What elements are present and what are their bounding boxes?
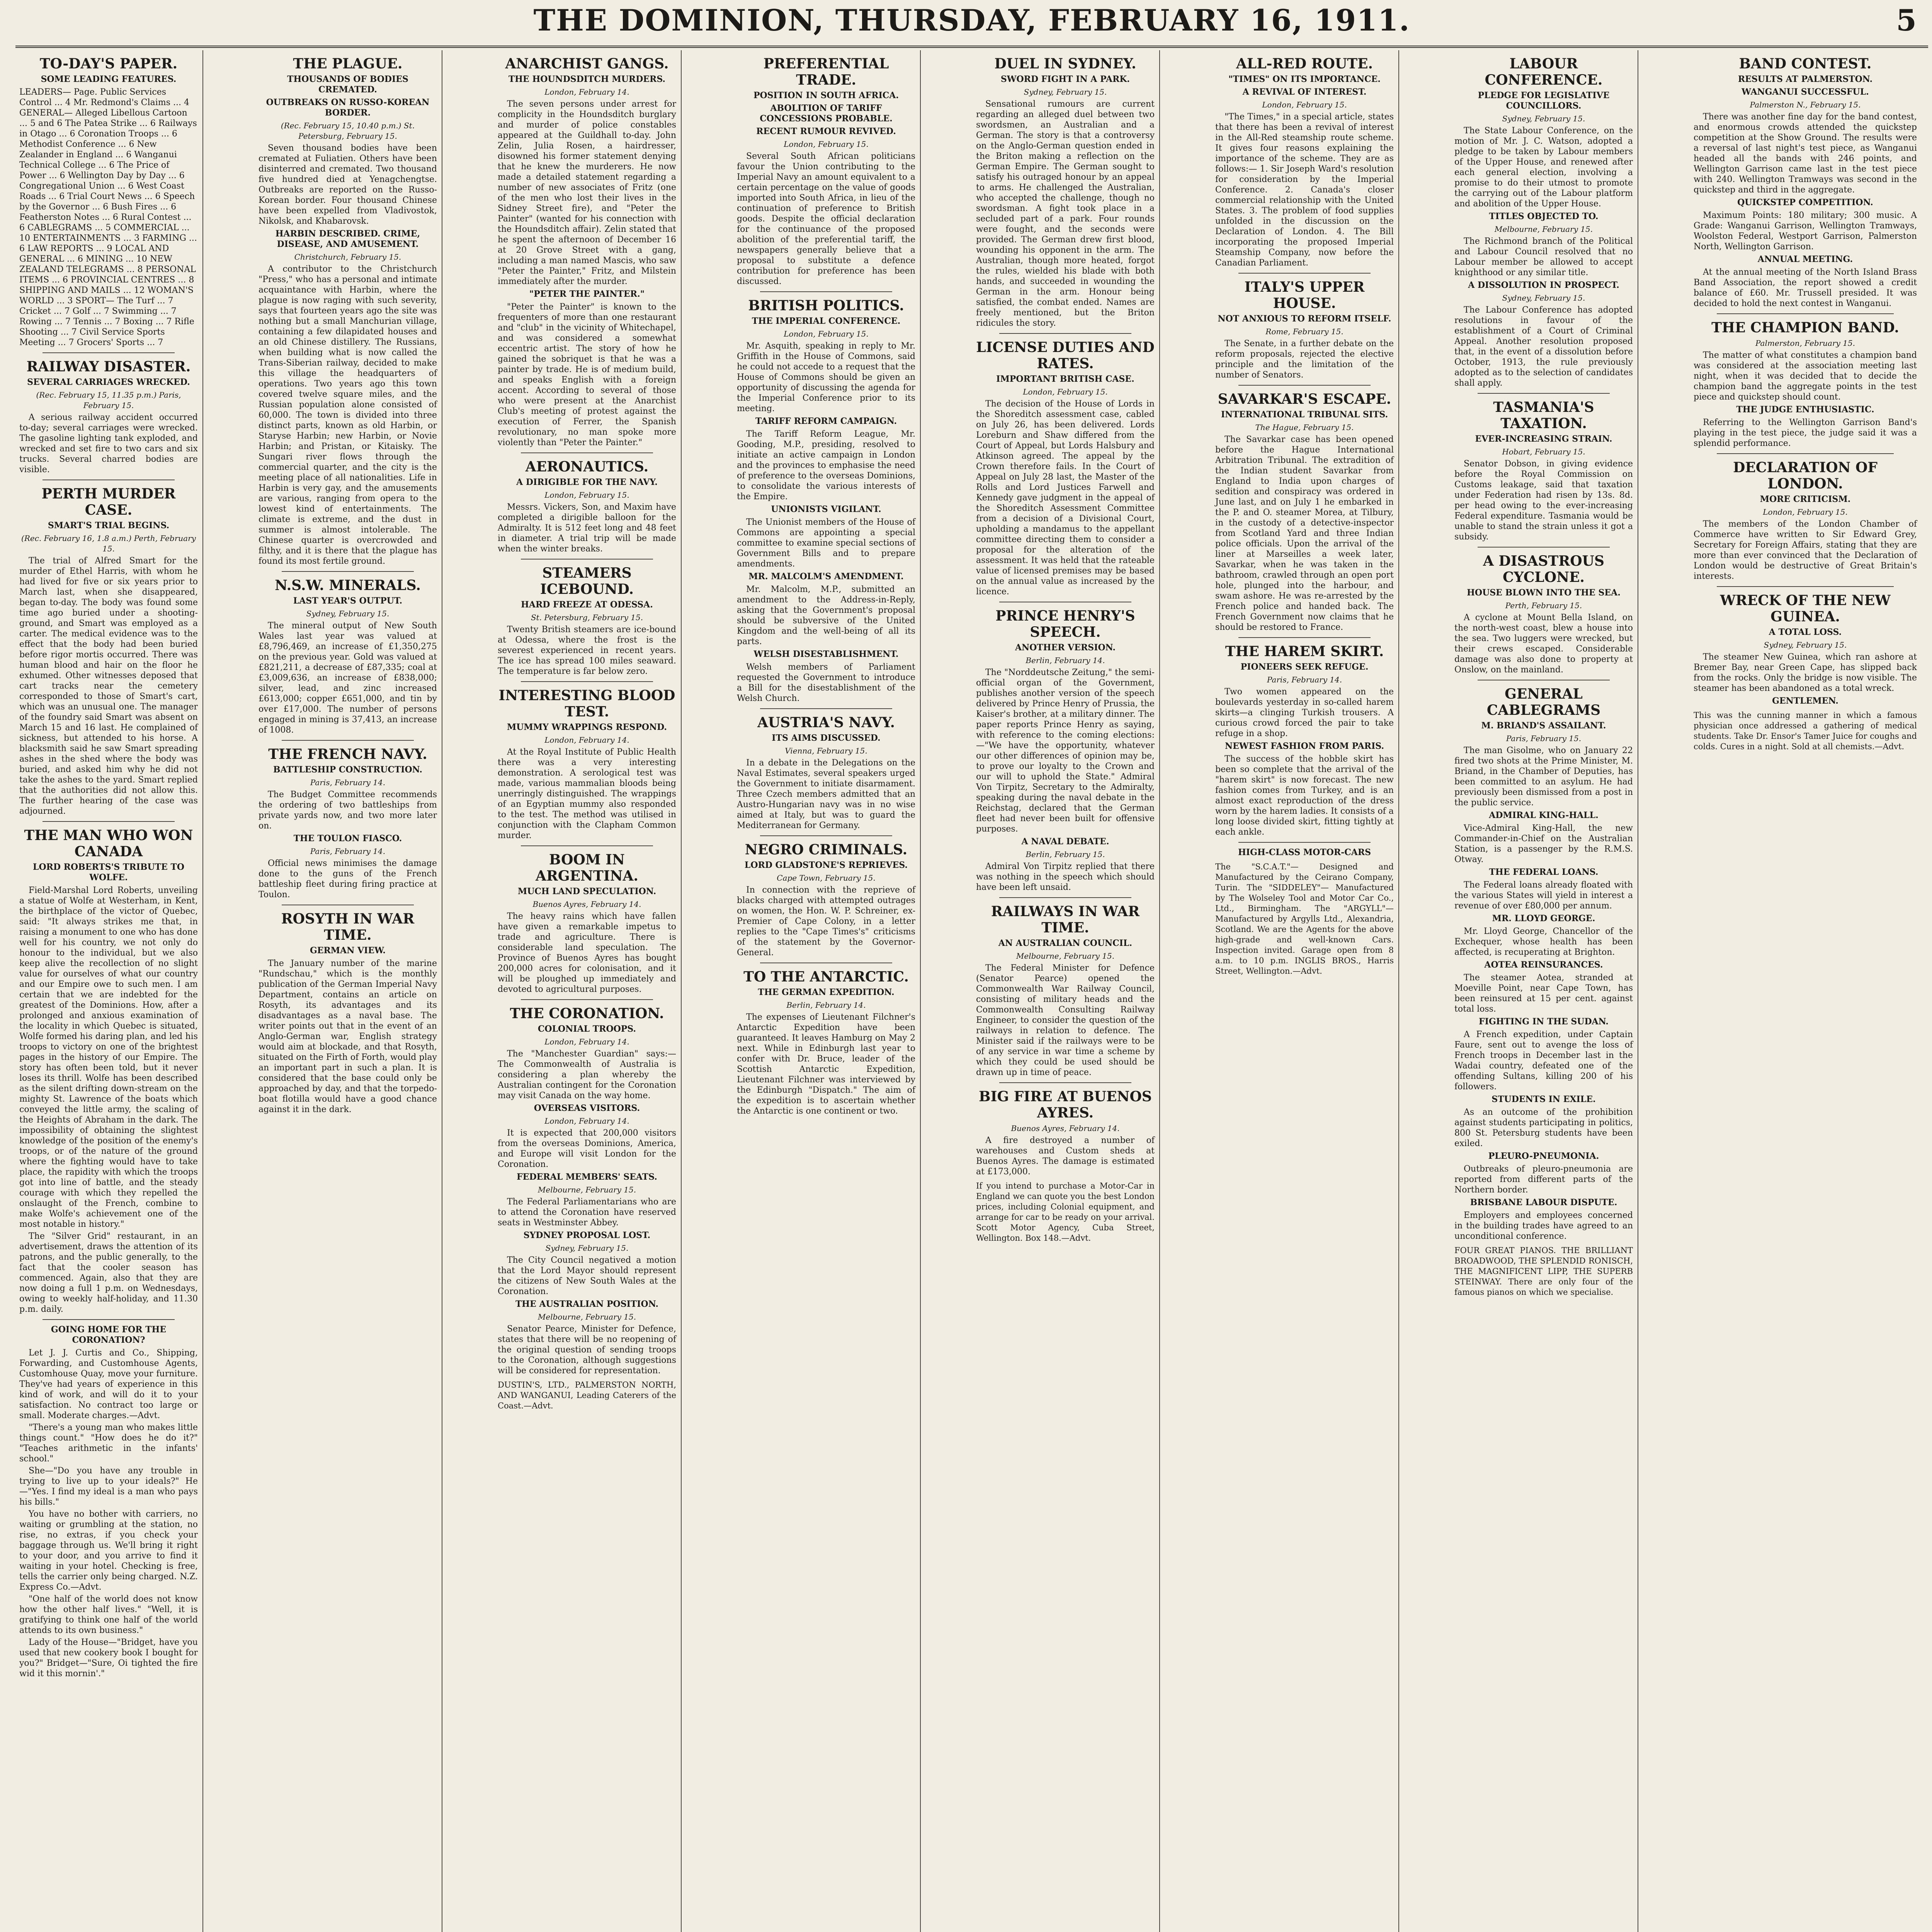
dateline: (Rec. February 15, 11.35 p.m.) Paris, February 15. [36, 390, 181, 410]
article-text: "There's a young man who makes little things count." "How does he do it?" "Teaches arithmetic in the infants' school." [19, 1423, 198, 1464]
subheadline: HARD FREEZE AT ODESSA. [521, 600, 653, 610]
headline: RAILWAYS IN WAR TIME. [991, 903, 1140, 936]
rule-divider [521, 452, 653, 453]
article-columns [15, 50, 1928, 1932]
headline: THE HAREM SKIRT. [1225, 643, 1384, 660]
dateline: The Hague, February 15. [1255, 423, 1354, 432]
headline: TO-DAY'S PAPER. [39, 56, 178, 72]
subheadline: LORD GLADSTONE'S REPRIEVES. [744, 860, 908, 870]
article-text: A French expedition, under Captain Faure, sent out to avenge the loss of French troops in December last in the Wadai country, defeated one of the offending Sultans, killing 200 of his followers. [1454, 1030, 1633, 1092]
article-text: The Savarkar case has been opened before the Hague International Arbitration Tribunal. The extradition of the Indian student Savarkar from England to India upon charges of sedition and conspiracy was ordered in June last, and on July 1 he embarked in the P. and O. steamer Morea, at Tilbury, in the custody of a detective-inspector from Scotland Yard and three Indian police officials. Upon the arrival of the liner at Marseilles a week later, Savarkar, when he was taken in the bathroom, crawled through an open port hole, plunged into the harbour, and swam ashore. He was re-arrested by the French police and handed back. The French Government now claims that he should be restored to France. [1215, 435, 1394, 632]
subheadline: AN AUSTRALIAN COUNCIL. [998, 938, 1133, 948]
subheadline: OUTBREAKS ON RUSSO-KOREAN BORDER. [266, 97, 430, 118]
article-text: The "Norddeutsche Zeitung," the semi-official organ of the Government, publishes another version of the speech delivered by Prince Henry of Prussia, the Kaiser's brother, at a military dinner. The paper reports Prince Henry as saying, with reference to the coming elections:—"We have the opportunity, whatever our other differences of opinion may be, to prove our loyalty to the Crown and our will to uphold the State." Admiral Von Tirpitz, Secretary to the Admiralty, speaking during the naval debate in the Reichstag, declared that the German fleet had never been built for offensive purposes. [976, 668, 1155, 834]
subheadline: QUICKSTEP COMPETITION. [1737, 197, 1873, 207]
subheadline: HIGH-CLASS MOTOR-CARS [1238, 847, 1371, 857]
subheadline: THE JUDGE ENTHUSIASTIC. [1736, 405, 1874, 415]
subheadline: THE HOUNDSDITCH MURDERS. [508, 74, 666, 84]
headline: BOOM IN ARGENTINA. [536, 852, 638, 884]
subheadline: PIONEERS SEEK REFUGE. [1240, 662, 1369, 672]
rule-divider [1238, 842, 1371, 843]
subheadline: INTERNATIONAL TRIBUNAL SITS. [1221, 410, 1388, 420]
dateline: Sydney, February 15. [1502, 114, 1585, 123]
headline: DECLARATION OF LONDON. [1733, 459, 1878, 492]
subheadline: OVERSEAS VISITORS. [534, 1103, 640, 1113]
subheadline: SWORD FIGHT IN A PARK. [1000, 74, 1130, 84]
dateline: Sydney, February 15. [306, 609, 389, 618]
headline: WRECK OF THE NEW GUINEA. [1720, 592, 1891, 625]
article-text: Vice-Admiral King-Hall, the new Commander-in-Chief on the Australian Station, is a passenger by the R.M.S. Otway. [1454, 823, 1633, 864]
article-text: The success of the hobble skirt has been so complete that the arrival of the "harem skirt" is now forecast. The new fashion comes from Turkey, and is an almost exact reproduction of the dress worn by the harem ladies. It consists of a long loose divided skirt, fitting tightly at each ankle. [1215, 754, 1394, 837]
rule-divider [521, 999, 653, 1000]
headline: NEGRO CRIMINALS. [745, 842, 908, 858]
dateline: Berlin, February 14. [1026, 656, 1105, 665]
article-text: The Budget Committee recommends the ordering of two battleships from private yards now, and two more later on. [259, 790, 437, 831]
subheadline: AOTEA REINSURANCES. [1484, 960, 1603, 970]
headline: DUEL IN SYDNEY. [994, 56, 1136, 72]
article-text: There was another fine day for the band contest, and enormous crowds attended the quickstep competition at the Show Ground. The results were a reversal of last night's test piece, as Wanganui headed all the bands with 246 points, and Wellington Garrison came last in the test piece with 240. Wellington Tramways was second in the quickstep and third in the aggregate. [1694, 112, 1917, 195]
headline: AUSTRIA'S NAVY. [757, 714, 895, 731]
subheadline: PLEURO-PNEUMONIA. [1488, 1151, 1599, 1161]
dateline: (Rec. February 16, 1.8 a.m.) Perth, February 15. [21, 534, 196, 553]
subheadline: FIGHTING IN THE SUDAN. [1479, 1017, 1609, 1027]
article-text: The seven persons under arrest for complicity in the Houndsditch burglary and murder of police constables appeared at the Guildhall to-day. John Zelin, Julia Rosen, a hairdresser, disowned his former statement denying that he knew the murderers. He now made a detailed statement regarding a number of new associates of Fritz (one of the men who lost their lives in the Sidney Street fire), and "Peter the Painter" (wanted for his connection with the Houndsditch affair). Zelin stated that he spent the afternoon of December 16 at 20 Grove Street with a gang, including a man named Mascis, who saw "Peter the Painter," Fritz, and Milstein immediately after the murder. [498, 99, 676, 286]
article-text: Mr. Lloyd George, Chancellor of the Exchequer, whose health has been affected, is recuperating at Brighton. [1454, 927, 1633, 957]
page-number: 5 [1896, 3, 1917, 37]
headline: SAVARKAR'S ESCAPE. [1218, 391, 1391, 407]
article-text: The heavy rains which have fallen have given a remarkable impetus to trade and agriculture. There is considerable land speculation. The Province of Buenos Ayres has bought 200,000 acres for colonisation, and it will be ploughed up immediately and devoted to agricultural purposes. [498, 912, 676, 994]
dateline: Paris, February 14. [310, 778, 386, 787]
article-text: Official news minimises the damage done to the guns of the French battleship fleet during firing practice at Toulon. [259, 859, 437, 900]
article-text: Outbreaks of pleuro-pneumonia are reported from different parts of the Northern border. [1454, 1164, 1633, 1195]
dateline: St. Petersburg, February 15. [531, 613, 643, 622]
rule-divider [999, 897, 1131, 898]
subheadline: IMPORTANT BRITISH CASE. [996, 374, 1134, 384]
dateline: Buenos Ayres, February 14. [532, 900, 641, 909]
subheadline: GERMAN VIEW. [310, 946, 386, 956]
dateline: Paris, February 14. [1267, 675, 1342, 684]
rule-divider [760, 708, 892, 709]
column-3 [494, 50, 682, 1932]
dateline: London, February 15. [784, 139, 869, 149]
article-text: The Unionist members of the House of Commons are appointing a special committee to examine special sections of Government Bills and to prepare amendments. [737, 517, 915, 569]
subheadline: THE TOULON FIASCO. [293, 833, 402, 844]
article-text: The matter of what constitutes a champion band was considered at the association meeting last night, when it was decided that to decide the champion band the aggregate points in the test piece and quickstep should count. [1694, 350, 1917, 402]
rule-divider [1478, 547, 1610, 548]
subheadline: PLEDGE FOR LEGISLATIVE COUNCILLORS. [1478, 90, 1610, 111]
dateline: Paris, February 14. [310, 847, 386, 856]
article-text: Seven thousand bodies have been cremated at Fuliatien. Others have been disinterred and cremated. Two thousand five hundred died at Yenagchengtse. Outbreaks are reported on the Russo-Korean border. Four thousand Chinese have been expelled from Vladivostok, Nikolsk, and Khabarovsk. [259, 143, 437, 226]
headline: THE MAN WHO WON CANADA [24, 827, 193, 860]
headline: STEAMERS ICEBOUND. [540, 565, 634, 597]
subheadline: "PETER THE PAINTER." [529, 289, 645, 299]
masthead [15, 0, 1928, 48]
subheadline: ANNUAL MEETING. [1757, 254, 1853, 264]
headline: PERTH MURDER CASE. [41, 486, 176, 518]
subheadline: MORE CRITICISM. [1760, 494, 1851, 504]
subheadline: MR. MALCOLM'S AMENDMENT. [748, 571, 904, 582]
headline: BIG FIRE AT BUENOS AYRES. [979, 1088, 1152, 1121]
article-text: The Federal Minister for Defence (Senator Pearce) opened the Commonwealth War Railway Council, consisting of military heads and the Commonwealth Consulting Railway Engineer, to consider the question of the railways in relation to defence. The Minister said if the railways were to be of any service in war time a scheme by which they could be used should be drawn up in time of peace. [976, 963, 1155, 1077]
advertisement: This was the cunning manner in which a famous physician once addressed a gathering of medical students. Take Dr. Ensor's Tamer Juice for coughs and colds. Cures in a night. Sold at all chemists.—Advt. [1694, 711, 1917, 751]
dateline: Melbourne, February 15. [537, 1312, 636, 1321]
advertisement: The "S.C.A.T."— Designed and Manufactured by the Ceirano Company, Turin. The "SIDDELEY"— Manufactured by The Wolseley Tool and Motor Car Co., Ltd., Birmingham. The "ARGYLL"— Manufactured by Argylls Ltd., Alexandria, Scotland. We are the Agents for the above high-grade and well-known Cars. Inspection invited. Garage open from 8 a.m. to 10 p.m. INGLIS BROS., Harris Street, Wellington.—Advt. [1215, 862, 1394, 976]
rule-divider [1717, 313, 1894, 314]
article-text: Twenty British steamers are ice-bound at Odessa, where the frost is the severest experienced in recent years. The ice has spread 100 miles seaward. The temperature is far below zero. [498, 625, 676, 676]
article-text: Two women appeared on the boulevards yesterday in so-called harem skirts—a clinging Turkish trousers. A curious crowd forced the pair to take refuge in a shop. [1215, 687, 1394, 738]
article-text: A contributor to the Christchurch "Press," who has a personal and intimate acquaintance with Harbin, where the plague is now raging with such severity, says that fourteen years ago the site was nothing but a small Manchurian village, containing a few dilapidated houses and an old Chinese distillery. The Russians, when building what is now called the Trans-Siberian railway, decided to make this village the headquarters of operations. Two years ago this town covered twelve square miles, and the Russian population alone consisted of 60,000. The town is divided into three distinct parts, known as old Harbin, or Staryse Harbin; new Harbin, or Novie Harbin; and Pristan, or Kitaisky. The Sungari river flows through the commercial quarter, and the city is the meeting place of all nationalities. Life in Harbin is very gay, and the amusements are various, ranging from opera to the lowest kind of entertainments. The climate is extreme, and the dust in summer is almost intolerable. The Chinese quarter is overcrowded and filthy, and it is there that the plague has found its most fertile ground. [259, 264, 437, 566]
article-text: Lady of the House—"Bridget, have you used that new cookery book I bought for you?" Bridget—"Sure, Oi tighted the fire wid it this mornin'." [19, 1638, 198, 1679]
headline: TO THE ANTARCTIC. [743, 969, 909, 985]
article-text: Senator Pearce, Minister for Defence, states that there will be no reopening of the original question of sending troops to the Coronation, although suggestions will be considered for representation. [498, 1324, 676, 1376]
rule-divider [1238, 273, 1371, 274]
subheadline: NOT ANXIOUS TO REFORM ITSELF. [1218, 314, 1391, 324]
article-text: The "Silver Grid" restaurant, in an advertisement, draws the attention of its patrons, and the public generally, to the fact that the cooler season has commenced. Again, also that they are now doing a full 1 p.m. on Wednesdays, owing to weekly half-holiday, and 11.30 p.m. daily. [19, 1231, 198, 1314]
subheadline: A DIRIGIBLE FOR THE NAVY. [516, 477, 658, 487]
column-7 [1451, 50, 1638, 1932]
dateline: London, February 15. [544, 490, 629, 500]
subheadline: A NAVAL DEBATE. [1021, 837, 1109, 847]
article-text: The decision of the House of Lords in the Shoreditch assessment case, cabled on July 26, has been delivered. Lords Loreburn and Shaw differed from the Court of Appeal, but Lords Halsbury and Atkinson agreed. The appeal by the Crown therefore fails. In the Court of Appeal on July 28 last, the Master of the Rolls and Lord Justices Farwell and Kennedy gave judgment in the appeal of the Shoreditch Assessment Committee from a decision of a Divisional Court, upholding a mandamus to the appellant committee directing them to consider a proposal for the alteration of the assessment. It was held that the rateable value of licensed premises may be based on the annual value as increased by the licence. [976, 399, 1155, 597]
headline: ANARCHIST GANGS. [505, 56, 669, 72]
article-text: Senator Dobson, in giving evidence before the Royal Commission on Customs leakage, said that taxation under Federation had risen by 13s. 8d. per head owing to the ever-increasing Federal expenditure. Tasmania would be unable to stand the strain unless it got a subsidy. [1454, 459, 1633, 542]
subheadline: STUDENTS IN EXILE. [1492, 1094, 1596, 1104]
advertisement: FOUR GREAT PIANOS. THE BRILLIANT BROADWOOD, THE SPLENDID RONISCH, THE MAGNIFICENT LIPP, THE SUPERB STEINWAY. There are only four of the famous pianos on which we specialise. [1454, 1246, 1633, 1297]
rule-divider [760, 835, 892, 836]
advertisement: If you intend to purchase a Motor-Car in England we can quote you the best London prices, including Colonial equipment, and arrange for car to be ready on your arrival. Scott Motor Agency, Cuba Street, Wellington. Box 148.—Advt. [976, 1181, 1155, 1243]
subheadline: BRISBANE LABOUR DISPUTE. [1470, 1197, 1617, 1208]
rule-divider [1478, 393, 1610, 394]
subheadline: TARIFF REFORM CAMPAIGN. [755, 416, 897, 426]
dateline: London, February 14. [544, 735, 629, 745]
dateline: Melbourne, February 15. [1494, 224, 1593, 234]
headline: THE CORONATION. [510, 1005, 664, 1022]
subheadline: WELSH DISESTABLISHMENT. [753, 649, 899, 659]
subheadline: UNIONISTS VIGILANT. [771, 504, 881, 514]
dateline: London, February 15. [1763, 507, 1848, 517]
article-text: The members of the London Chamber of Commerce have written to Sir Edward Grey, Secretary for Foreign Affairs, stating that they are more than ever convinced that the Declaration of London would be destructive of Great Britain's interests. [1694, 519, 1917, 581]
rule-divider [999, 1082, 1131, 1083]
dateline: Sydney, February 15. [545, 1243, 629, 1253]
subheadline: SYDNEY PROPOSAL LOST. [523, 1230, 651, 1240]
headline: THE FRENCH NAVY. [268, 746, 427, 762]
article-text: Mr. Malcolm, M.P., submitted an amendment to the Address-in-Reply, asking that the Government's proposal should be subversive of the United Kingdom and the well-being of all its parts. [737, 585, 915, 646]
dateline: Hobart, February 15. [1502, 447, 1585, 456]
article-text: Referring to the Wellington Garrison Band's playing in the test piece, the judge said it was a splendid performance. [1694, 418, 1917, 448]
headline: RAILWAY DISASTER. [26, 359, 191, 375]
rule-divider [43, 1319, 175, 1320]
article-text: The man Gisolme, who on January 22 fired two shots at the Prime Minister, M. Briand, in the Chamber of Deputies, has been committed to an asylum. He had previously been dismissed from a post in the public service. [1454, 746, 1633, 808]
subheadline: SOME LEADING FEATURES. [41, 74, 177, 84]
dateline: London, February 14. [544, 87, 629, 97]
article-text: The Richmond branch of the Political and Labour Council resolved that no Labour member be allowed to accept knighthood or any similar title. [1454, 236, 1633, 277]
dateline: Melbourne, February 15. [537, 1185, 636, 1194]
headline: ITALY'S UPPER HOUSE. [1244, 279, 1365, 311]
article-text: The January number of the marine "Rundschau," which is the monthly publication of the German Imperial Navy Department, contains an article on Rosyth, its advantages and its disadvantages as a naval base. The writer points out that in the event of an Anglo-German war, English strategy would aim at blockade, and that Rosyth, situated on the Firth of Forth, would play an important part in such a plan. It is considered that the base could only be approached by day, and that the torpedo-boat flotilla would have a good chance against it in the dark. [259, 959, 437, 1114]
subheadline: GOING HOME FOR THE CORONATION? [51, 1325, 167, 1345]
dateline: Rome, February 15. [1265, 327, 1344, 336]
article-text: At the Royal Institute of Public Health there was a very interesting demonstration. A serological test was made, various mammalian bloods being unerringly distinguished. The wrappings of an Egyptian mummy also responded to the test. The method was utilised in conjunction with the Clapham Common murder. [498, 747, 676, 840]
subheadline: A REVIVAL OF INTEREST. [1242, 87, 1367, 97]
subheadline: ABOLITION OF TARIFF CONCESSIONS PROBABLE. [760, 103, 893, 124]
dateline: Perth, February 15. [1505, 601, 1582, 610]
dateline: Buenos Ayres, February 14. [1011, 1124, 1120, 1133]
article-text: As an outcome of the prohibition against students participating in politics, 800 St. Petersburg students have been exiled. [1454, 1107, 1633, 1148]
subheadline: WANGANUI SUCCESSFUL. [1742, 87, 1869, 97]
article-text: In connection with the reprieve of blacks charged with attempted outrages on women, the Hon. W. P. Schreiner, ex-Premier of Cape Colony, in a letter replies to the "Cape Times's" criticisms of the statement by the Governor-General. [737, 885, 915, 957]
dateline: London, February 14. [544, 1037, 629, 1046]
article-text: Mr. Asquith, speaking in reply to Mr. Griffith in the House of Commons, said he could not accede to a request that the House of Commons should be given an opportunity of discussing the agenda for the Imperial Conference prior to its meeting. [737, 341, 915, 413]
article-text: Sensational rumours are current regarding an alleged duel between two swordsmen, an Australian and a German. The story is that a controversy on the Anglo-German question ended in the Briton making a reflection on the German Empire. The German sought to satisfy his outraged honour by an appeal to arms. He challenged the Australian, who accepted the challenge, though no swordsman. A fight took place in a secluded part of a park. Four rounds were fought, and the seconds were provided. The German drew first blood, wounding his opponent in the arm. The Australian, though more heated, forgot the rules, wielded his blade with both hands, and succeeded in wounding the German in the arm. Honour being satisfied, the combat ended. Names are freely mentioned, but the Briton ridicules the story. [976, 99, 1155, 328]
subheadline: A DISSOLUTION IN PROSPECT. [1468, 280, 1619, 290]
rule-divider [282, 740, 414, 741]
subheadline: EVER-INCREASING STRAIN. [1475, 434, 1612, 444]
subheadline: THOUSANDS OF BODIES CREMATED. [287, 74, 408, 95]
subheadline: ANOTHER VERSION. [1015, 643, 1116, 653]
rule-divider [521, 681, 653, 682]
dateline: Melbourne, February 15. [1016, 951, 1115, 961]
headline: N.S.W. MINERALS. [275, 577, 421, 594]
subheadline: RECENT RUMOUR REVIVED. [756, 126, 896, 136]
headline: THE CHAMPION BAND. [1711, 320, 1899, 336]
subheadline: COLONIAL TROOPS. [537, 1024, 636, 1034]
column-6 [1211, 50, 1399, 1932]
dateline: Christchurch, February 15. [294, 252, 401, 262]
headline: BAND CONTEST. [1739, 56, 1872, 72]
dateline: Paris, February 15. [1506, 734, 1582, 743]
article-text: The steamer New Guinea, which ran ashore at Bremer Bay, near Green Cape, has slipped back from the rocks. Only the bridge is now visible. The steamer has been abandoned as a total wreck. [1694, 652, 1917, 693]
article-text: Welsh members of Parliament requested the Government to introduce a Bill for the disestablishment of the Welsh Church. [737, 662, 915, 703]
headline: TASMANIA'S TAXATION. [1493, 399, 1594, 432]
headline: GENERAL CABLEGRAMS [1486, 686, 1601, 718]
subheadline: MR. LLOYD GEORGE. [1492, 913, 1595, 923]
subheadline: RESULTS AT PALMERSTON. [1738, 74, 1873, 84]
column-8 [1690, 50, 1922, 1932]
article-text: The mineral output of New South Wales last year was valued at £8,796,469, an increase of £1,350,275 on the previous year. Gold was valued at £821,211, a decrease of £87,335; coal at £3,009,636, an increase of £838,000; silver, lead, and zinc increased £613,000; copper £651,000, and tin by over £17,000. The number of persons engaged in mining is 37,413, an increase of 1008. [259, 621, 437, 735]
headline: A DISASTROUS CYCLONE. [1483, 553, 1604, 585]
dateline: Sydney, February 15. [1764, 640, 1847, 650]
column-2 [255, 50, 442, 1932]
contents-list: LEADERS— Page. Public Services Control ... 4 Mr. Redmond's Claims ... 4 GENERAL— Alleged Libellous Cartoon ... 5 and 6 The Patea Strike ... 6 Railways in Otago ... 6 Coronation Troops ... 6 Methodist Conference ... 6 New Zealander in England ... 6 Wanganui Technical College ... 6 The Price of Power ... 6 Wellington Day by Day ... 6 Congregational Union ... 6 West Coast Roads ... 6 Trial Court News ... 6 Speech by the Governor ... 6 Bush Fires ... 6 Featherston Notes ... 6 Rural Contest ... 6 CABLEGRAMS ... 5 COMMERCIAL ... 10 ENTERTAINMENTS ... 3 FARMING ... 6 LAW REPORTS ... 9 LOCAL AND GENERAL ... 6 MINING ... 10 NEW ZEALAND TELEGRAMS ... 8 PERSONAL ITEMS ... 6 PROVINCIAL CENTRES ... 8 SHIPPING AND MAILS ... 12 WOMAN'S WORLD ... 3 SPORT— The Turf ... 7 Cricket ... 7 Golf ... 7 Swimming ... 7 Rowing ... 7 Tennis ... 7 Boxing ... 7 Rifle Shooting ... 7 Civil Service Sports Meeting ... 7 Grocers' Sports ... 7 [19, 87, 197, 347]
article-text: Let J. J. Curtis and Co., Shipping, Forwarding, and Customhouse Agents, Customhouse Quay, move your furniture. They've had years of experience in this kind of work, and will do it to your satisfaction. No contract too large or small. Moderate charges.—Advt. [19, 1348, 198, 1420]
article-text: A cyclone at Mount Bella Island, on the north-west coast, blew a house into the sea. Two luggers were wrecked, but their crews escaped. Considerable damage was also done to property at Onslow, on the mainland. [1454, 613, 1633, 675]
article-text: The Federal loans already floated with the various States will yield in interest a revenue of over £80,000 per annum. [1454, 880, 1633, 911]
rule-divider [1717, 453, 1894, 454]
article-text: The steamer Aotea, stranded at Moeville Point, near Cape Town, has been reinsured at 15 per cent. against total loss. [1454, 973, 1633, 1014]
dateline: Palmerston, February 15. [1755, 338, 1855, 348]
rule-divider [1238, 637, 1371, 638]
article-text: The City Council negatived a motion that the Lord Mayor should represent the citizens of New South Wales at the Coronation. [498, 1255, 676, 1296]
subheadline: M. BRIAND'S ASSAILANT. [1481, 721, 1606, 731]
column-5 [972, 50, 1160, 1932]
subheadline: TITLES OBJECTED TO. [1489, 211, 1599, 221]
dateline: Palmerston N., February 15. [1750, 100, 1861, 109]
article-text: Admiral Von Tirpitz replied that there was nothing in the speech which should have been left unsaid. [976, 862, 1155, 892]
rule-divider [1238, 385, 1371, 386]
article-text: At the annual meeting of the North Island Brass Band Association, the report showed a credit balance of £60. Mr. Trussell presided. It was decided to hold the next contest in Wanganui. [1694, 267, 1917, 308]
column-4 [733, 50, 921, 1932]
subheadline: A TOTAL LOSS. [1769, 627, 1842, 637]
rule-divider [1717, 586, 1894, 587]
article-text: "One half of the world does not know how the other half lives." "Well, it is gratifying to think one half of the world attends to its own business." [19, 1594, 198, 1635]
article-text: You have no bother with carriers, no waiting or grumbling at the station, no rise, no extras, if you check your baggage through us. We'll bring it right to your door, and you arrive to find it waiting in your hotel. Checking is free, tells the carrier only being charged. N.Z. Express Co.—Advt. [19, 1509, 198, 1592]
article-text: Field-Marshal Lord Roberts, unveiling a statue of Wolfe at Westerham, in Kent, the birthplace of the victor of Quebec, said: "It always strikes me that, in raising a monument to one who has done well for his country, we not only do honour to the individual, but we also keep alive the recollection of no slight value for ourselves of what our country and our Empire owe to such men. I am certain that we are indebted for the greatest of the Dominions. How, after a prolonged and anxious examination of the locality in which Quebec is situated, Wolfe formed his daring plan, and led his troops to victory on one of the brightest pages in the history of our Empire. The story has often been told, but it never loses its thrill. Wolfe has been described as the silent drifting down-stream on the mighty St. Lawrence of the boats which conveyed the little army, the scaling of the Heights of Abraham in the dark. The impossibility of obtaining the slightest knowledge of the position of the enemy's troops, or of the nature of the ground where the fighting would have to take place, the rapidity with which the troops got into line of battle, and the steady courage with which they repelled the onslaught of the French, combine to make Wolfe's achievement one of the most notable in history." [19, 886, 198, 1229]
subheadline: THE IMPERIAL CONFERENCE. [752, 316, 901, 326]
rule-divider [521, 845, 653, 846]
subheadline: ITS AIMS DISCUSSED. [772, 733, 881, 743]
article-text: A fire destroyed a number of warehouses and Custom sheds at Buenos Ayres. The damage is estimated at £173,000. [976, 1136, 1155, 1177]
article-text: The Tariff Reform League, Mr. Gooding, M.P., presiding, resolved to initiate an active campaign in London and the provinces to emphasise the need of preference to the overseas Dominions, to consolidate the various interests of the Empire. [737, 429, 915, 502]
subheadline: "TIMES" ON ITS IMPORTANCE. [1228, 74, 1381, 84]
article-text: Several South African politicians favour the Union contributing to the Imperial Navy an amount equivalent to a certain percentage on the value of goods imported into South Africa, in lieu of the continuation of preference to British goods. Despite the official declaration for the continuance of the proposed abolition of the preferential tariff, the newspapers generally believe that a proposal to substitute a defence contribution for preference has been discussed. [737, 151, 915, 286]
subheadline: FEDERAL MEMBERS' SEATS. [517, 1172, 657, 1182]
subheadline: SEVERAL CARRIAGES WRECKED. [27, 377, 190, 387]
subheadline: HOUSE BLOWN INTO THE SEA. [1467, 588, 1621, 598]
headline: ALL-RED ROUTE. [1236, 56, 1373, 72]
subheadline: ADMIRAL KING-HALL. [1489, 810, 1599, 820]
subheadline: MUMMY WRAPPINGS RESPOND. [507, 722, 667, 732]
rule-divider [521, 559, 653, 560]
article-text: The Labour Conference has adopted resolutions in favour of the establishment of a Court of Criminal Appeal. Another resolution proposed that, in the event of a dissolution before October, 1913, the rule previously adopted as to the selection of candidates shall apply. [1454, 305, 1633, 388]
subheadline: THE FEDERAL LOANS. [1489, 867, 1599, 877]
dateline: Vienna, February 15. [785, 746, 867, 755]
masthead-title: THE DOMINION, THURSDAY, FEBRUARY 16, 1911. [533, 3, 1410, 37]
rule-divider [282, 571, 414, 572]
subheadline: BATTLESHIP CONSTRUCTION. [273, 765, 423, 775]
article-text: The State Labour Conference, on the motion of Mr. J. C. Watson, adopted a pledge to be taken by Labour members of the Upper House, and renewed after each general election, involving a promise to do their utmost to promote the carrying out of the Labour platform and abolition of the Upper House. [1454, 126, 1633, 209]
rule-divider [760, 291, 892, 292]
rule-divider [43, 352, 175, 353]
dateline: Sydney, February 15. [1502, 293, 1585, 303]
dateline: Sydney, February 15. [1024, 87, 1107, 97]
subheadline: MUCH LAND SPECULATION. [517, 886, 656, 896]
dateline: London, February 15. [1262, 100, 1347, 109]
headline: PREFERENTIAL TRADE. [763, 56, 889, 88]
article-text: The trial of Alfred Smart for the murder of Ethel Harris, with whom he had lived for five or six years prior to March last, when she disappeared, began to-day. The body was found some time ago buried under a shooting-ground, and Smart was employed as a carter. The medical evidence was to the effect that the body had been buried before rigor mortis occurred. There was human blood and hair on the floor he exhumed. Other witnesses deposed that cart tracks near the cemetery corresponded to those of Smart's cart, which was an unusual one. The manager of the foundry said Smart was absent on March 15 and 16 last. He complained of sickness, but attended to his horse. A blacksmith said he saw Smart spreading ashes in the shed where the body was buried, and asked him why he did not take the ashes to the yard. Smart replied that the authorities did not allow this. The further hearing of the case was adjourned. [19, 556, 198, 816]
headline: AERONAUTICS. [525, 459, 649, 475]
article-text: Employers and employees concerned in the building trades have agreed to an unconditional conference. [1454, 1211, 1633, 1241]
dateline: (Rec. February 15, 10.40 p.m.) St. Petersburg, February 15. [281, 121, 415, 141]
article-text: "Peter the Painter" is known to the frequenters of more than one restaurant and "club" in the vicinity of Whitechapel, and was considered a somewhat eccentric artist. The story of how he gained the sobriquet is that he was a painter by trade. He is of medium build, and speaks English with a foreign accent. According to several of those who were present at the Anarchist Club's meeting of protest against the execution of Ferrer, the Spanish revolutionary, no man spoke more violently than "Peter the Painter." [498, 302, 676, 447]
subheadline: THE AUSTRALIAN POSITION. [515, 1299, 659, 1309]
dateline: London, February 14. [544, 1116, 629, 1126]
dateline: Berlin, February 15. [1026, 850, 1105, 859]
article-text: The Senate, in a further debate on the reform proposals, rejected the elective principle and the limitation of the number of Senators. [1215, 339, 1394, 380]
dateline: Cape Town, February 15. [777, 873, 876, 883]
article-text: Maximum Points: 180 military; 300 music. A Grade: Wanganui Garrison, Wellington Tramways, Woolston Federal, Westport Garrison, Palmerston North, Wellington Garrison. [1694, 211, 1917, 252]
subheadline: GENTLEMEN. [1772, 696, 1838, 706]
subheadline: HARBIN DESCRIBED. CRIME, DISEASE, AND AMUSEMENT. [275, 229, 420, 249]
article-text: The "Manchester Guardian" says:— The Commonwealth of Australia is considering a plan whereby the Australian contingent for the Coronation may visit Canada on the way home. [498, 1049, 676, 1100]
rule-divider [43, 821, 175, 822]
headline: ROSYTH IN WAR TIME. [281, 911, 415, 943]
article-text: The expenses of Lieutenant Filchner's Antarctic Expedition have been guaranteed. It leaves Hamburg on May 2 next. While in Edinburgh last year to confer with Dr. Bruce, leader of the Scottish Antarctic Expedition, Lieutenant Filchner was interviewed by the Edinburgh "Dispatch." The aim of the expedition is to ascertain whether the Antarctic is one continent or two. [737, 1012, 915, 1116]
headline: INTERESTING BLOOD TEST. [498, 687, 675, 720]
headline: LICENSE DUTIES AND RATES. [976, 339, 1155, 372]
subheadline: LAST YEAR'S OUTPUT. [293, 596, 403, 606]
dateline: Berlin, February 14. [786, 1000, 866, 1010]
subheadline: POSITION IN SOUTH AFRICA. [753, 90, 899, 100]
headline: PRINCE HENRY'S SPEECH. [995, 608, 1135, 640]
advertisement: DUSTIN'S, LTD., PALMERSTON NORTH, AND WANGANUI, Leading Caterers of the Coast.—Advt. [498, 1380, 676, 1410]
article-text: Messrs. Vickers, Son, and Maxim have completed a dirigible balloon for the Admiralty. It is 512 feet long and 48 feet in diameter. A trial trip will be made when the winter breaks. [498, 502, 676, 554]
dateline: London, February 15. [784, 329, 869, 338]
rule-divider [999, 333, 1131, 334]
article-text: In a debate in the Delegations on the Naval Estimates, several speakers urged the Government to initiate disarmament. Three Czech members admitted that an Austro-Hungarian navy was in no wise aimed at Italy, but was to guard the Mediterranean for Germany. [737, 758, 915, 830]
headline: THE PLAGUE. [293, 56, 403, 72]
article-text: She—"Do you have any trouble in trying to live up to your ideals?" He—"Yes. I find my ideal is a man who pays his bills." [19, 1466, 198, 1507]
column-1 [15, 50, 203, 1932]
dateline: London, February 15. [1023, 387, 1108, 396]
article-text: A serious railway accident occurred to-day; several carriages were wrecked. The gasoline lighting tank exploded, and wrecked and set fire to two cars and six trucks. Several charred bodies are visible. [19, 413, 198, 474]
subheadline: THE GERMAN EXPEDITION. [758, 987, 895, 997]
subheadline: SMART'S TRIAL BEGINS. [48, 520, 170, 531]
subheadline: LORD ROBERTS'S TRIBUTE TO WOLFE. [33, 862, 184, 883]
headline: BRITISH POLITICS. [748, 298, 904, 314]
article-text: The Federal Parliamentarians who are to attend the Coronation have reserved seats in Westminster Abbey. [498, 1197, 676, 1228]
article-text: "The Times," in a special article, states that there has been a revival of interest in the All-Red steamship route scheme. It gives four reasons explaining the importance of the scheme. They are as follows:— 1. Sir Joseph Ward's resolution for consideration by the Imperial Conference. 2. Canada's closer commercial relationship with the United States. 3. The problem of food supplies unfolded in the discussion on the Declaration of London. 4. The Bill incorporating the proposed Imperial Steamship Company, now before the Canadian Parliament. [1215, 112, 1394, 268]
subheadline: NEWEST FASHION FROM PARIS. [1225, 741, 1384, 751]
headline: LABOUR CONFERENCE. [1485, 56, 1603, 88]
article-text: It is expected that 200,000 visitors from the overseas Dominions, America, and Europe will visit London for the Coronation. [498, 1128, 676, 1169]
